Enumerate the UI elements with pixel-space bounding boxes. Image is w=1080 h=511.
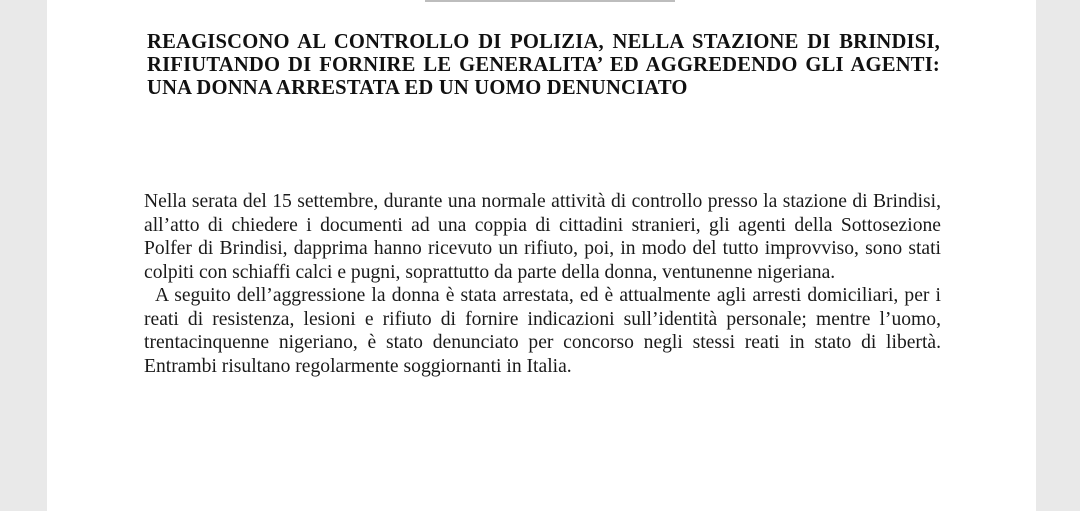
document-page — [47, 0, 1036, 511]
page-top-edge — [425, 0, 675, 2]
headline: REAGISCONO AL CONTROLLO DI POLIZIA, NELLA STAZIONE DI BRINDISI, RIFIUTANDO DI FORNIRE LE GENERALITA’ ED AGGREDENDO GLI AGENTI: UNA DONNA ARRESTATA ED UN UOMO DENUNCIATO — [147, 31, 940, 99]
paragraph-2: A seguito dell’aggressione la donna è stata arrestata, ed è attualmente agli arresti domiciliari, per i reati di resistenza, lesioni e rifiuto di fornire indicazioni sull’identità personale; mentre l’uomo, trentacinquenne nigeriano, è stato denunciato per concorso negli stessi reati in stato di libertà. Entrambi risultano regolarmente soggiornanti in Italia. — [144, 285, 941, 377]
article-body — [144, 190, 941, 378]
paragraph-1: Nella serata del 15 settembre, durante una normale attività di controllo presso la stazione di Brindisi, all’atto di chiedere i documenti ad una coppia di cittadini stranieri, gli agenti della Sottosezione Polfer di Brindisi, dapprima hanno ricevuto un rifiuto, poi, in modo del tutto improvviso, sono stati colpiti con schiaffi calci e pugni, soprattutto da parte della donna, ventunenne nigeriana. — [144, 191, 941, 283]
